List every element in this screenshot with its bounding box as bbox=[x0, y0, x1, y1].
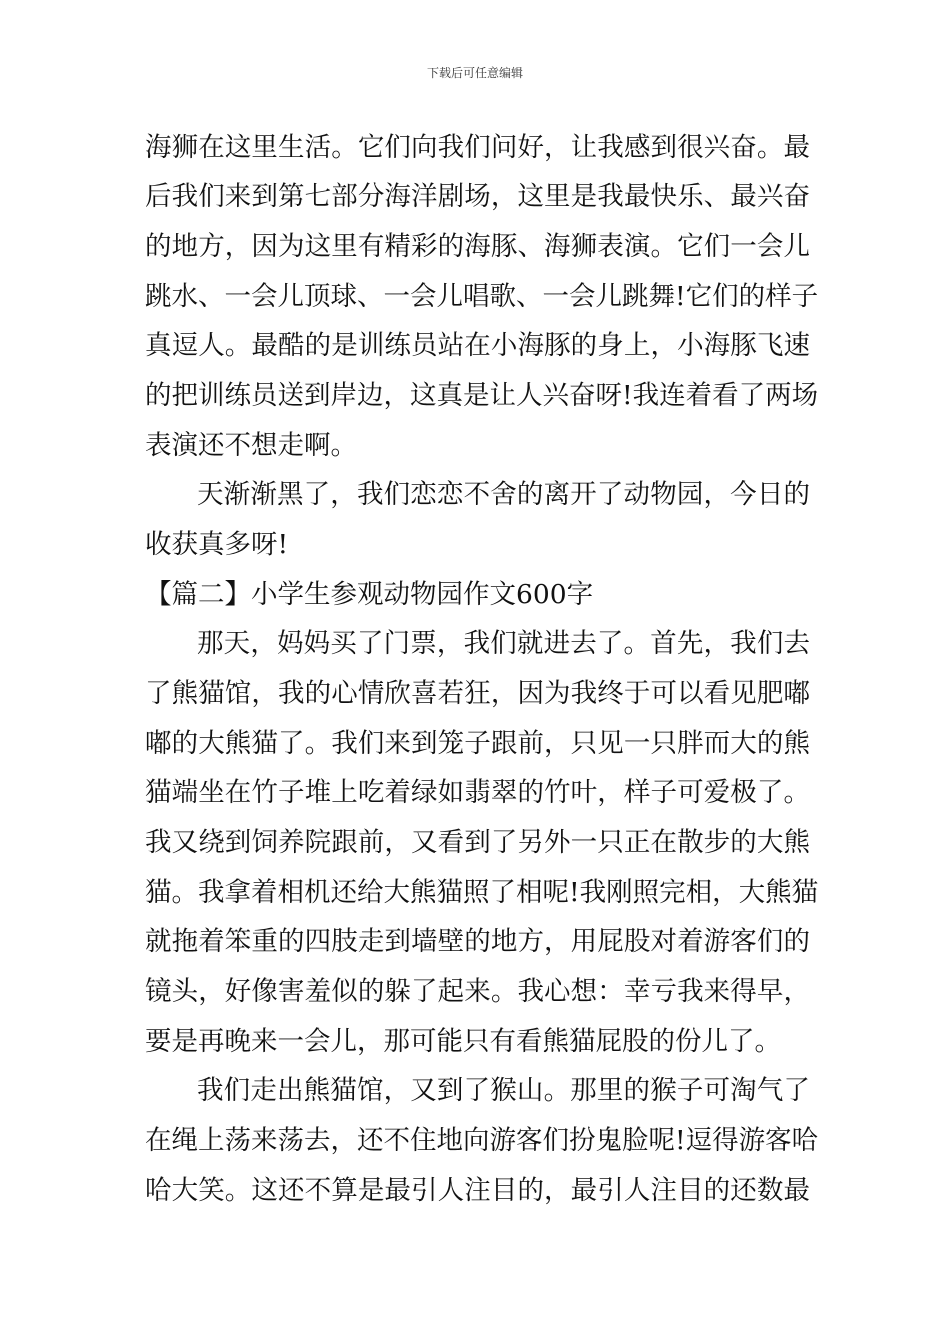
text-line: 要是再晚来一会儿，那可能只有看熊猫屁股的份儿了。 bbox=[145, 1026, 781, 1057]
text-line: 表演还不想走啊。 bbox=[145, 430, 357, 461]
text-line: 海狮在这里生活。它们向我们问好，让我感到很兴奋。最 bbox=[145, 132, 810, 163]
text-line: 猫端坐在竹子堆上吃着绿如翡翠的竹叶，样子可爱极了。 bbox=[145, 777, 810, 808]
text-line: 猫。我拿着相机还给大熊猫照了相呢!我刚照完相，大熊猫 bbox=[145, 877, 819, 908]
text-line: 我又绕到饲养院跟前，又看到了另外一只正在散步的大熊 bbox=[145, 827, 810, 858]
text-line: 后我们来到第七部分海洋剧场，这里是我最快乐、最兴奋 bbox=[145, 181, 810, 212]
text-line: 就拖着笨重的四肢走到墙壁的地方，用屁股对着游客们的 bbox=[145, 926, 810, 957]
text-line: 镜头，好像害羞似的躲了起来。我心想：幸亏我来得早， bbox=[145, 976, 810, 1007]
page-header: 下载后可任意编辑 bbox=[426, 66, 523, 80]
text-line: 的地方，因为这里有精彩的海豚、海狮表演。它们一会儿 bbox=[145, 231, 810, 262]
text-line: 了熊猫馆，我的心情欣喜若狂，因为我终于可以看见肥嘟 bbox=[145, 678, 810, 709]
section-heading: 【篇二】小学生参观动物园作文600字 bbox=[145, 579, 594, 610]
text-line: 在绳上荡来荡去，还不住地向游客们扮鬼脸呢!逗得游客哈 bbox=[145, 1125, 819, 1156]
text-line: 那天，妈妈买了门票，我们就进去了。首先，我们去 bbox=[197, 628, 810, 659]
text-line: 天渐渐黑了，我们恋恋不舍的离开了动物园，今日的 bbox=[197, 479, 810, 510]
text-line: 真逗人。最酷的是训练员站在小海豚的身上，小海豚飞速 bbox=[145, 330, 810, 361]
text-line: 哈大笑。这还不算是最引人注目的，最引人注目的还数最 bbox=[145, 1175, 810, 1206]
text-line: 跳水、一会儿顶球、一会儿唱歌、一会儿跳舞!它们的样子 bbox=[145, 281, 819, 312]
text-line: 嘟的大熊猫了。我们来到笼子跟前，只见一只胖而大的熊 bbox=[145, 728, 810, 759]
text-line: 收获真多呀! bbox=[145, 529, 289, 560]
text-line: 的把训练员送到岸边，这真是让人兴奋呀!我连着看了两场 bbox=[145, 380, 819, 411]
text-line: 我们走出熊猫馆，又到了猴山。那里的猴子可淘气了 bbox=[197, 1075, 810, 1106]
